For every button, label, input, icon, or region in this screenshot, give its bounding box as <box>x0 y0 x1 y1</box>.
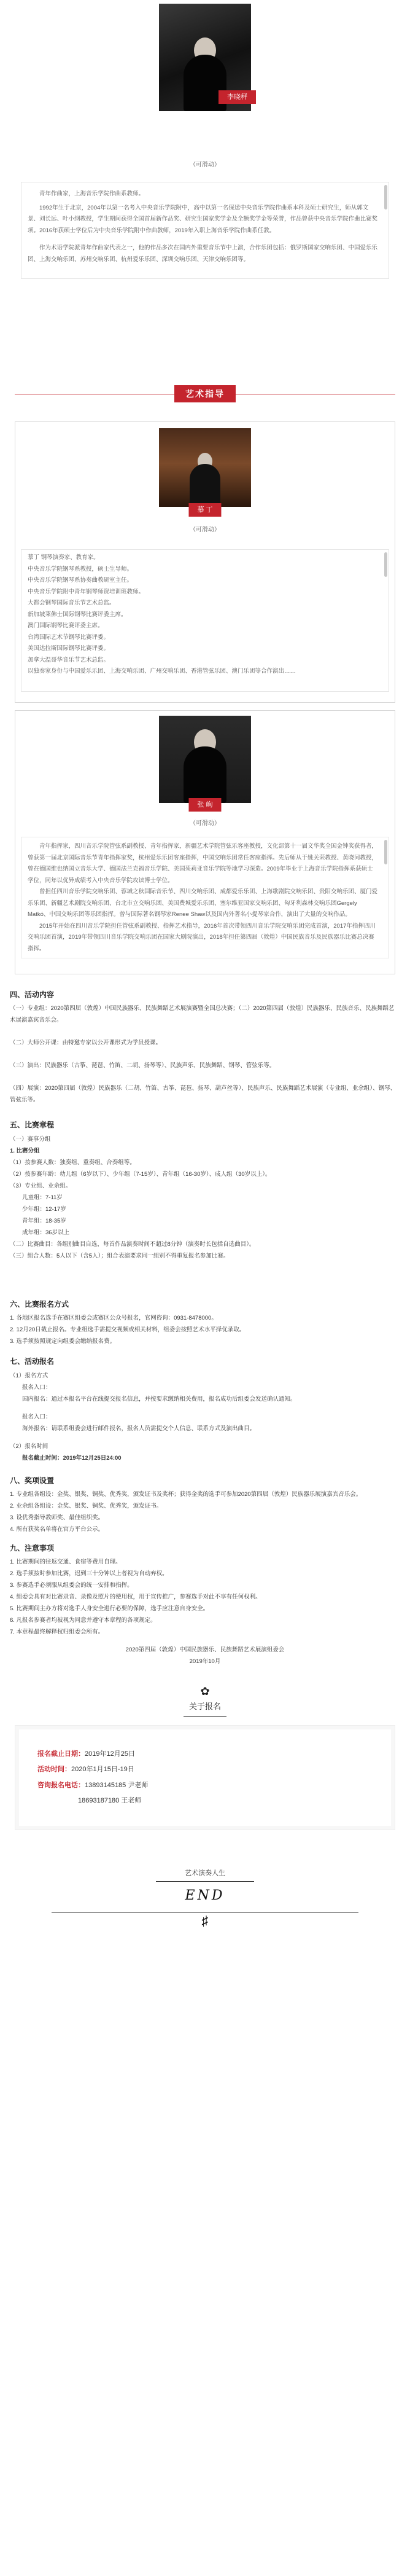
registration-label: 报名入口： <box>22 1384 52 1391</box>
activity-item: （四）展演：2020第四届（敦煌）民族器乐（二胡、竹笛、古筝、琵琶、扬琴、葫芦丝等）、民族声乐、民族舞蹈艺术展演（专业组、业余组）、钢琴、管弦乐等。 <box>10 1085 396 1104</box>
about-label: 活动时间： <box>37 1766 71 1774</box>
about-row <box>37 1778 373 1793</box>
scrollbar[interactable] <box>384 552 387 577</box>
about-row <box>37 1747 373 1762</box>
section-heading-notes: 九、注意事项 <box>10 1543 55 1552</box>
note-item: 3. 参赛选手必须服从组委会的统一安排和指挥。 <box>10 1582 133 1589</box>
profile-line: 中央音乐学院钢琴系协奏曲教研室主任。 <box>28 577 133 584</box>
registration-deadline: 报名截止时间：2019年12月25日24:00 <box>22 1454 122 1462</box>
about-value: 2019年12月25日 <box>85 1750 135 1758</box>
music-note-icon: ♯ <box>201 1912 209 1928</box>
note-item: 5. 比赛期间主办方将对选手人身安全进行必要的保障，选手应注意自身安全。 <box>10 1605 209 1613</box>
about-row <box>37 1762 373 1777</box>
event-content <box>0 987 410 1667</box>
profile-line: 澳门国际钢琴比赛评委主席。 <box>28 622 104 630</box>
registration-label: 报名入口： <box>22 1413 52 1420</box>
footer <box>0 1867 410 1928</box>
rules-note: （三）组合人数：5人以下（含5人）；组合表演要求同一组别不得重复报名参加比赛。 <box>10 1252 230 1259</box>
award-item: 1. 专业组各组设：金奖、银奖、铜奖、优秀奖，颁发证书及奖杯；获得金奖的选手可参加2020第四届（敦煌）民族器乐展演嘉宾音乐会。 <box>10 1490 362 1498</box>
profile-paragraph: 1992年生于北京，2004年以第一名考入中央音乐学院附中，高中以第一名保送中央音乐学院作曲系本科及硕士研究生，师从郭文景、刘长远、叶小纲教授，学生期间获得全国首届新作品奖、研究生国家奖学金及全额奖学金等荣誉，作品曾获中央音乐学院作曲比赛奖项。2016年获硕士学位后为中央音乐学院附中作曲教师，2019年入职上海音乐学院作曲系任教。 <box>28 204 378 234</box>
scrollbar[interactable] <box>384 840 387 864</box>
footer-divider <box>156 1881 254 1882</box>
registration-text: 海外报名：请联系组委会进行邮件报名，报名人员需提交个人信息、联系方式及演出曲目。 <box>22 1425 256 1432</box>
rules-note: （二）比赛曲目：各组别曲目自选，每首作品演奏时间不超过8分钟（演奏时长包括自选曲目）。 <box>10 1240 255 1248</box>
profile-line: 中央音乐学院钢琴系教授，硕士生导师。 <box>28 565 133 573</box>
profile-card-1 <box>15 4 395 274</box>
signature-date: 2019年10月 <box>189 1658 221 1666</box>
note-item: 7. 本章程最终解释权归组委会所有。 <box>10 1629 104 1636</box>
profile-line: 中央音乐学院附中青年钢琴师资培训班教师。 <box>28 588 145 595</box>
profile-paragraph: 青年作曲家，上海音乐学院作曲系教师。 <box>39 190 145 197</box>
section-heading-awards: 八、奖项设置 <box>10 1476 55 1485</box>
organizer-signature: 2020第四届（敦煌）中国民族器乐、民族舞蹈艺术展演组委会 <box>125 1646 285 1654</box>
about-underline <box>184 1716 226 1717</box>
profile-paragraph: 曾担任四川音乐学院交响乐团、蓉城之秋国际音乐节、四川交响乐团、成都爱乐乐团、上海歌剧院交响乐团、贵阳交响乐团、厦门爱乐乐团、新疆艺术剧院交响乐团、台北市立交响乐团、美国费城爱乐乐团、塞尔维亚国家交响乐团、匈牙利森林交响乐团Gergely Matkó、中国交响乐团等乐团指挥。曾与国际著名钢琴家Renee Shaw以及国内外著名小提琴家合作，演出了大量的交响作品。 <box>28 888 378 918</box>
profile-name-1: 李晓秤 <box>219 90 256 104</box>
note-item: 1. 比赛期间的往返交通、食宿等费用自理。 <box>10 1559 122 1566</box>
registration-sub: （1）报名方式 <box>10 1372 48 1379</box>
profile-scrollbox-2[interactable] <box>21 549 389 692</box>
rules-sub: 1. 比赛分组 <box>10 1147 40 1154</box>
note-item: 2. 选手须按时参加比赛，迟到三十分钟以上者视为自动弃权。 <box>10 1570 168 1578</box>
award-item: 2. 业余组各组设：金奖、银奖、铜奖、优秀奖，颁发证书。 <box>10 1502 163 1509</box>
section-heading-registration: 七、活动报名 <box>10 1357 55 1366</box>
profile-paragraph: 作为术语学院派青年作曲家代表之一，他的作品多次在国内外重要音乐节中上演，合作乐团包括：俄罗斯国家交响乐团、中国爱乐乐团、上海交响乐团、苏州交响乐团、杭州爱乐乐团、深圳交响乐团、天津交响乐团等。 <box>28 245 378 263</box>
profile-line: 大都会钢琴国际音乐节艺术总监。 <box>28 600 115 607</box>
profile-photo-2 <box>159 428 251 507</box>
profile-name-2: 慕 丁 <box>188 503 221 517</box>
rules-sub: （一）赛事分组 <box>10 1135 51 1143</box>
signup-item: 1. 各地区报名选手在赛区组委会或赛区公众号报名，官网咨询：0931-8478000。 <box>10 1315 217 1322</box>
about-value: 13893145185 尹老师 <box>85 1781 149 1789</box>
banner-title: 艺术指导 <box>174 385 236 402</box>
profile-line: 加拿大温哥华音乐节艺术总监。 <box>28 656 110 664</box>
portrait-body <box>184 746 226 803</box>
profile-line: 以独奏家身份与中国爱乐乐团、上海交响乐团、广州交响乐团、香港管弦乐团、澳门乐团等合作演出…… <box>28 668 296 675</box>
award-item: 4. 所有获奖名单将在官方平台公示。 <box>10 1525 104 1533</box>
group-rule: （1）按参赛人数：独奏组、重奏组、合奏组等。 <box>10 1159 136 1166</box>
portrait-body <box>190 464 220 507</box>
about-value: 18693187180 王老师 <box>78 1796 142 1804</box>
profile-line: 台湾国际艺术节钢琴比赛评委。 <box>28 633 110 641</box>
section-heading-signup: 六、比赛报名方式 <box>10 1299 69 1309</box>
profile-line: 慕丁 钢琴演奏家、教育家。 <box>28 554 99 561</box>
profile-card-2 <box>15 421 395 703</box>
activity-item: （三）演出：民族器乐（古筝、琵琶、竹笛、二胡、扬琴等）、民族声乐、民族舞蹈、钢琴、管弦乐等。 <box>10 1062 276 1070</box>
profile-photo-3 <box>159 716 251 803</box>
note-item: 4. 组委会具有对比赛录音、录像及照片的使用权，用于宣传推广，参赛选手对此不享有任何权利。 <box>10 1594 261 1601</box>
profile-name-3: 张 峋 <box>188 798 221 812</box>
about-title: 关于报名 <box>188 1702 221 1712</box>
note-item: 6. 凡报名参赛者均被视为同意并遵守本章程的各项规定。 <box>10 1617 157 1624</box>
scroll-hint-1: （可滑动） <box>190 162 220 168</box>
age-group: 青年组：18-35岁 <box>22 1217 66 1224</box>
signup-item: 3. 选手须按照规定向组委会缴纳报名费。 <box>10 1338 116 1345</box>
scroll-hint-2: （可滑动） <box>190 527 220 533</box>
profile-card-3 <box>15 710 395 974</box>
about-label: 报名截止日期： <box>37 1750 85 1758</box>
age-group: 儿童组：7-11岁 <box>22 1194 63 1201</box>
activity-item: （一）专业组：2020第四届（敦煌）中国民族器乐、民族舞蹈艺术展演赛暨全国总决赛；（二）2020第四届（敦煌）民族器乐、民族音乐、民族舞蹈艺术展演嘉宾音乐会。 <box>10 1005 395 1024</box>
group-rule: （2）按参赛年龄：幼儿组（6岁以下）、少年组（7-15岁）、青年组（16-30岁）、成人组（30岁以上）。 <box>10 1170 271 1178</box>
profile-paragraph: 青年指挥家，四川音乐学院管弦系副教授、青年指挥家，新疆艺术学院管弦乐客座教授，文化部第十一届文华奖全国金钟奖获得者，曾获第一届北京国际音乐节青年指挥家奖，杭州爱乐乐团客座指挥，中国交响乐团常任客座指挥。先后师从于姚关荣教授、黄晓同教授，曾在德国维也纳国立音乐大学、德国法兰克福音乐学院、美国茱莉亚音乐学院等地学习深造。2009年毕业于上海音乐学院指挥系获硕士学位，同年以优异成绩考入中央音乐学院攻读博士学位。 <box>28 843 378 884</box>
age-group: 少年组：12-17岁 <box>22 1205 66 1213</box>
footer-end: END <box>185 1888 225 1904</box>
group-rule: （3）专业组、业余组。 <box>10 1182 72 1189</box>
about-section <box>0 1686 410 1830</box>
registration-sub: （2）报名时间 <box>10 1443 48 1450</box>
scroll-hint-3: （可滑动） <box>190 820 220 827</box>
profile-photo-1 <box>159 4 251 111</box>
scrollbar[interactable] <box>384 185 387 209</box>
about-value: 2020年1月15日-19日 <box>71 1766 134 1774</box>
about-ornament: ✿ <box>200 1685 210 1698</box>
profile-scrollbox-3[interactable] <box>21 837 389 958</box>
profile-line: 新加坡莱佛士国际钢琴比赛评委主席。 <box>28 611 127 618</box>
about-row <box>37 1793 373 1809</box>
about-label: 咨询报名电话： <box>37 1781 85 1789</box>
age-group: 成年组：36岁以上 <box>22 1229 70 1236</box>
section-heading-rules: 五、比赛章程 <box>10 1121 55 1130</box>
profile-paragraph: 2015年开始在四川音乐学院担任管弦系副教授、指挥艺术指导，2016年首次带领四川音乐学院交响乐团完成首演，2017年指挥四川交响乐团首演，2019年带领四川音乐学院交响乐团在国家大剧院演出，2018年担任第四届（敦煌）中国民族音乐及民族器乐比赛总决赛指挥。 <box>28 922 376 952</box>
profile-scrollbox-1[interactable] <box>21 182 389 279</box>
registration-text: 国内报名：通过本报名平台在线提交报名信息，并按要求缴纳相关费用，报名成功后组委会发送确认通知。 <box>22 1395 296 1403</box>
about-box <box>15 1725 395 1830</box>
section-banner <box>0 377 410 410</box>
profile-line: 美国达拉斯国际钢琴比赛评委。 <box>28 645 110 652</box>
footer-slogan: 艺术演奏人生 <box>185 1869 225 1877</box>
award-item: 3. 设优秀指导教师奖、最佳组织奖。 <box>10 1514 104 1521</box>
section-heading-activity: 四、活动内容 <box>10 990 55 999</box>
activity-item: （二）大师公开课：由特邀专家以公开课形式为学员授课。 <box>10 1039 162 1047</box>
signup-item: 2. 12月20日截止报名。专业组选手需提交视频或相关材料，组委会按照艺术水平择优录取。 <box>10 1326 246 1334</box>
